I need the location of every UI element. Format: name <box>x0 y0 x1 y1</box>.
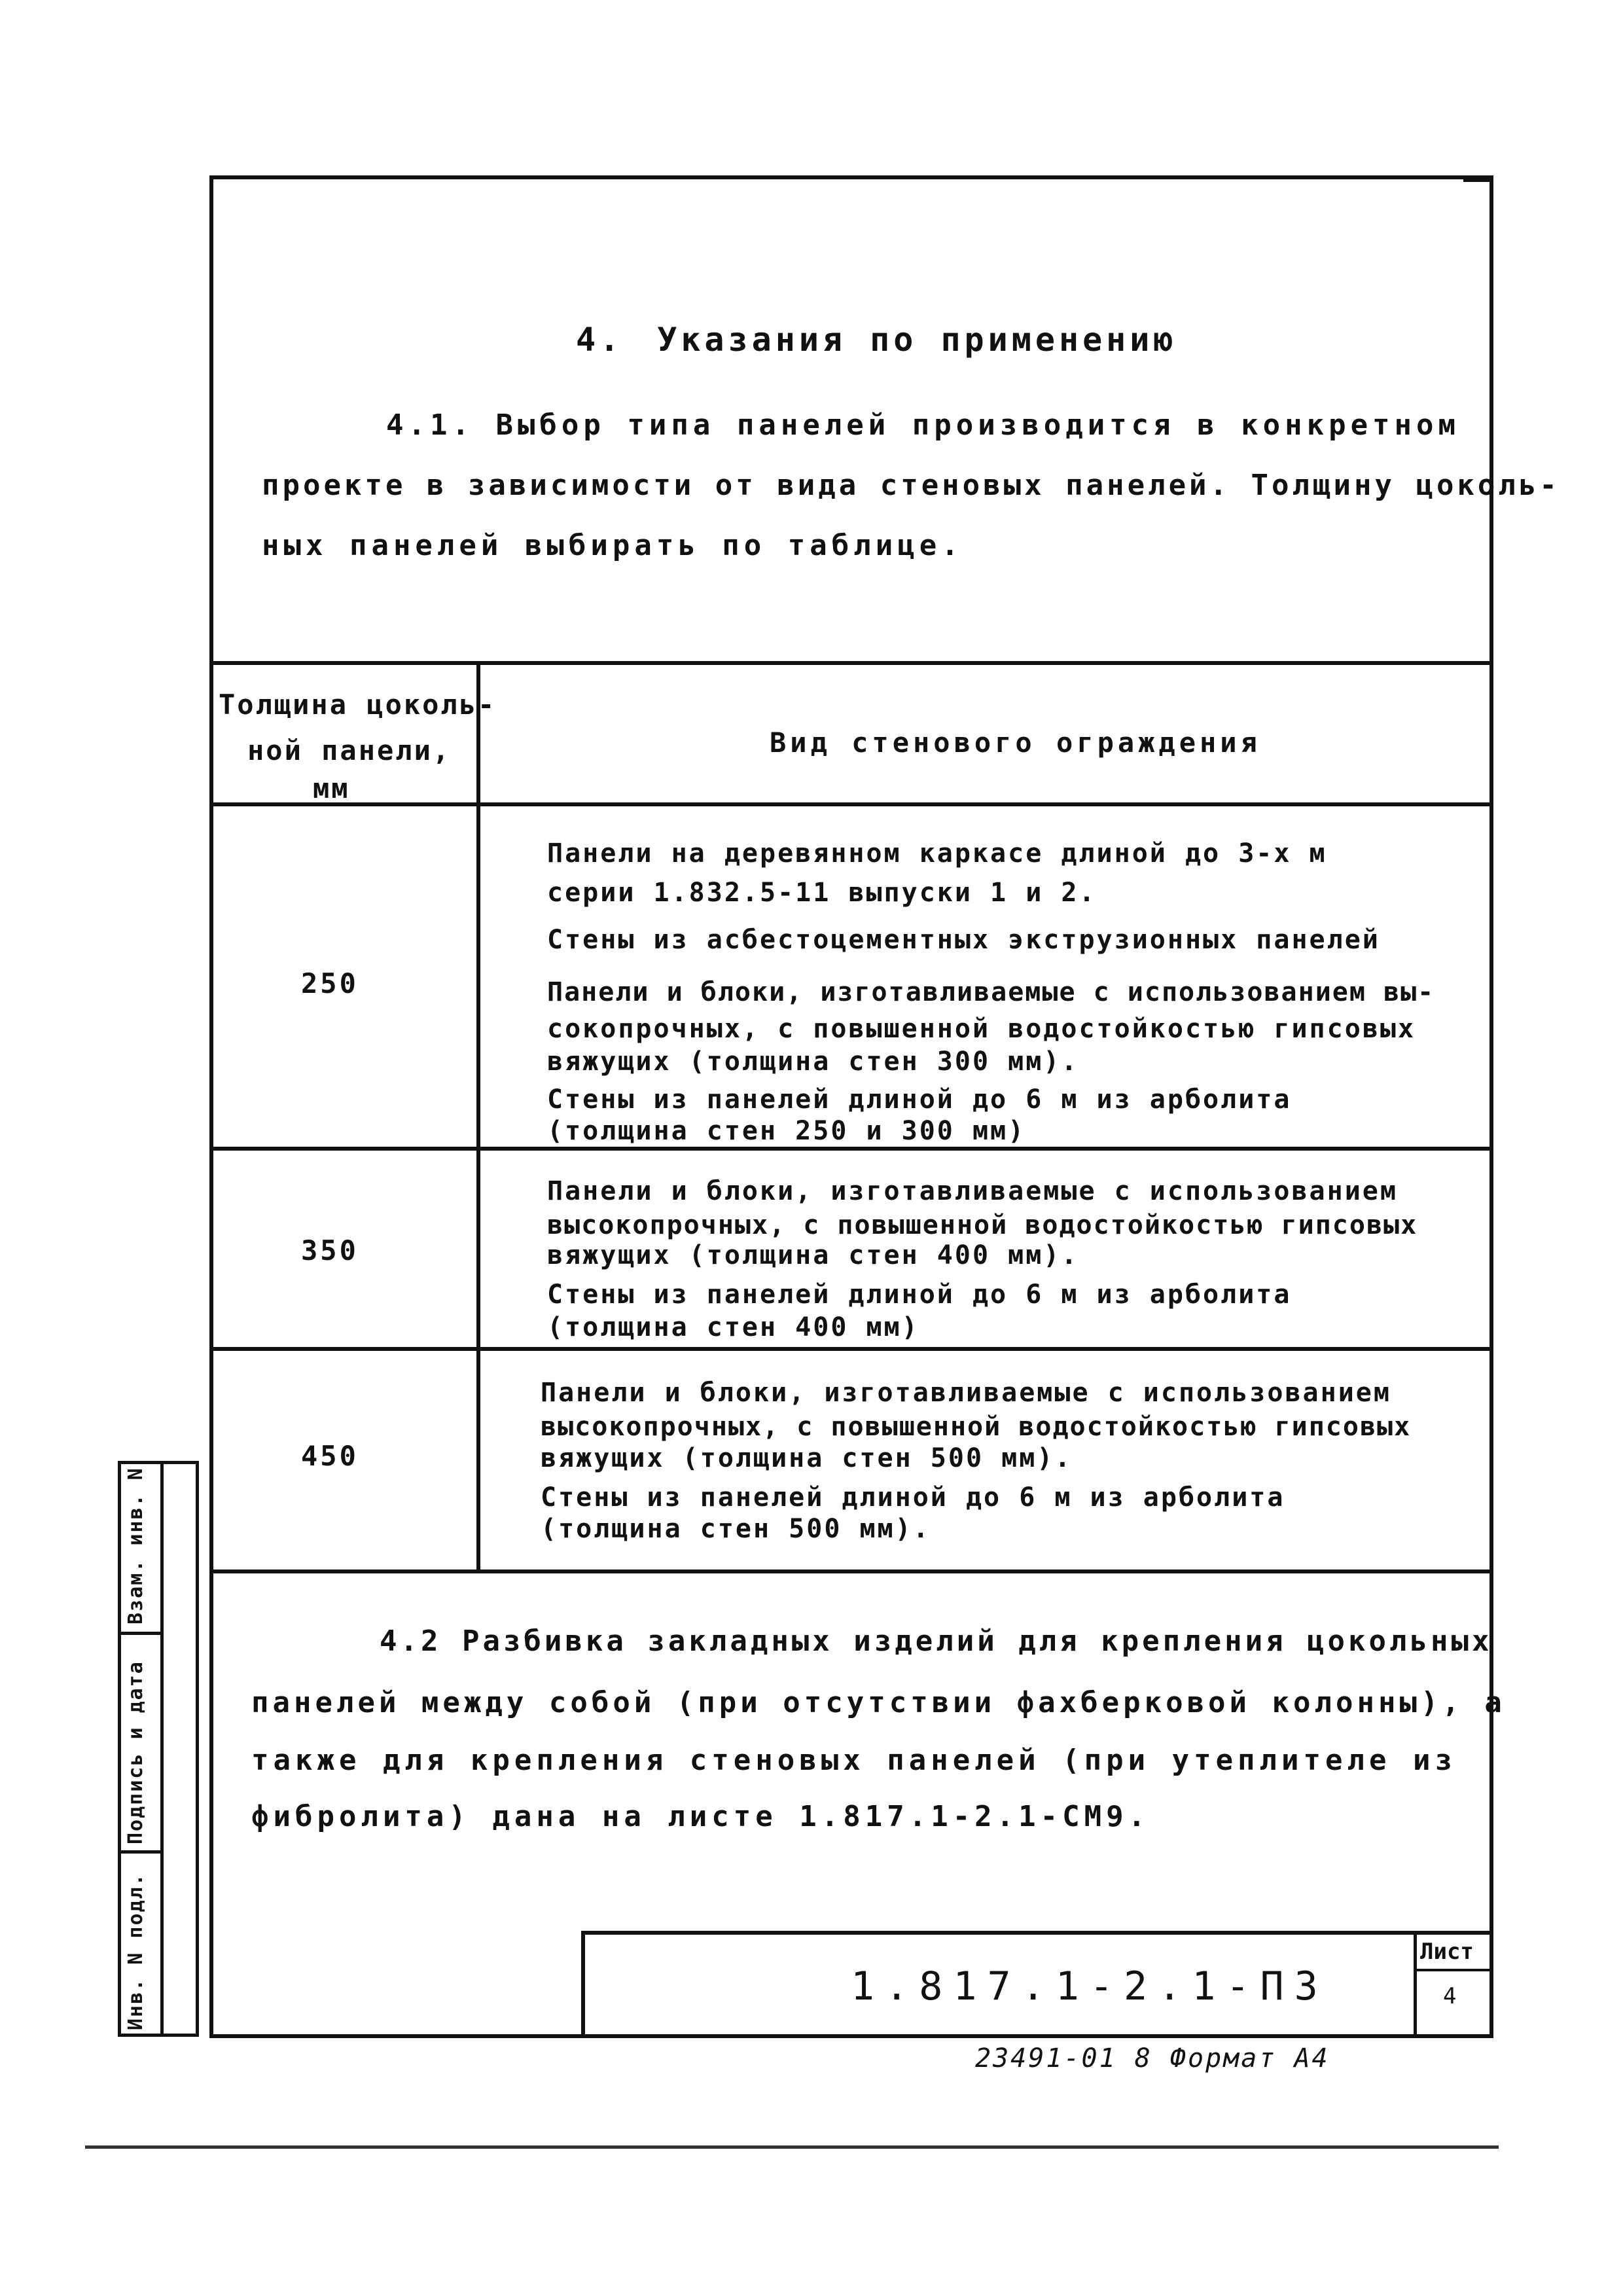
section-title: Указания по применению <box>657 321 1177 359</box>
table-row-text: высокопрочных, с повышенной водостойкостью гипсовых <box>541 1412 1412 1442</box>
row-thickness-350: 350 <box>301 1234 359 1266</box>
table-row-text: Стены из асбестоцементных экструзионных панелей <box>547 925 1380 955</box>
table-row-divider <box>209 1347 1493 1351</box>
table-row-text: (толщина стен 250 и 300 мм) <box>547 1116 1026 1146</box>
table-column-divider <box>476 661 480 1573</box>
table-row-text: высокопрочных, с повышенной водостойкостью гипсовых <box>547 1210 1418 1240</box>
table-row-text: (толщина стен 500 мм). <box>541 1514 931 1544</box>
row-thickness-450: 450 <box>301 1440 359 1472</box>
frame-corner-mark <box>1463 178 1489 182</box>
header-thickness-line-3: мм <box>313 772 350 804</box>
table-row-text: сокопрочных, с повышенной водостойкостью гипсовых <box>547 1014 1416 1044</box>
header-wall-type: Вид стенового ограждения <box>770 726 1261 759</box>
para-4-2-line-2: панелей между собой (при отсутствии фахберковой колонны), а <box>251 1686 1506 1719</box>
stamp-divider <box>121 1632 160 1635</box>
table-bottom-border <box>209 1570 1493 1573</box>
para-4-2-line-1: 4.2 Разбивка закладных изделий для крепления цокольных <box>380 1624 1493 1658</box>
table-row-text: Панели и блоки, изготавливаемые с использованием <box>547 1176 1398 1206</box>
para-4-1-line-3: ных панелей выбирать по таблице. <box>262 529 963 562</box>
para-4-2-line-4: фибролита) дана на листе 1.817.1-2.1-СМ9. <box>251 1800 1150 1833</box>
para-4-2-line-3: также для крепления стеновых панелей (при утеплителе из <box>251 1744 1457 1777</box>
table-row-text: серии 1.832.5-11 выпуски 1 и 2. <box>547 878 1097 908</box>
document-code: 1.817.1-2.1-ПЗ <box>851 1964 1329 2009</box>
header-thickness-line-1: Толщина цоколь- <box>219 689 497 721</box>
table-row-text: Стены из панелей длиной до 6 м из арболита <box>541 1482 1285 1513</box>
table-row-divider <box>209 1147 1493 1151</box>
table-header-divider <box>209 802 1493 806</box>
stamp-replaces-inv: Взам. инв. N <box>124 1467 147 1624</box>
sheet-number: 4 <box>1443 1983 1457 2009</box>
table-top-border <box>209 661 1493 665</box>
stamp-signature-date: Подпись и дата <box>124 1660 147 1844</box>
table-row-text: Стены из панелей длиной до 6 м из арболита <box>547 1085 1292 1115</box>
sheet-label: Лист <box>1420 1939 1474 1965</box>
table-row-text: Панели на деревянном каркасе длиной до 3-х м <box>547 838 1327 869</box>
sheet-cell-divider <box>1414 1969 1493 1971</box>
section-number: 4. <box>576 321 624 359</box>
table-row-text: Стены из панелей длиной до 6 м из арболита <box>547 1280 1292 1310</box>
header-thickness-line-2: ной панели, <box>247 734 452 766</box>
table-row-text: вяжущих (толщина стен 400 мм). <box>547 1240 1079 1270</box>
table-row-text: вяжущих (толщина стен 300 мм). <box>547 1047 1079 1077</box>
para-4-1-line-1: 4.1. Выбор типа панелей производится в конкретном <box>386 408 1461 442</box>
stamp-inv-orig: Инв. N подл. <box>124 1873 147 2030</box>
table-row-text: вяжущих (толщина стен 500 мм). <box>541 1443 1073 1473</box>
para-4-1-line-2: проекте в зависимости от вида стеновых панелей. Толщину цоколь- <box>262 469 1560 502</box>
row-thickness-250: 250 <box>301 967 359 999</box>
bottom-rule <box>85 2145 1499 2149</box>
footer-note: 23491-01 8 Формат А4 <box>975 2043 1330 2073</box>
stamp-divider <box>121 1850 160 1854</box>
table-row-text: Панели и блоки, изготавливаемые с использованием <box>541 1378 1391 1408</box>
table-row-text: Панели и блоки, изготавливаемые с использованием вы- <box>547 977 1435 1007</box>
table-row-text: (толщина стен 400 мм) <box>547 1312 919 1342</box>
section-heading <box>576 321 1177 359</box>
